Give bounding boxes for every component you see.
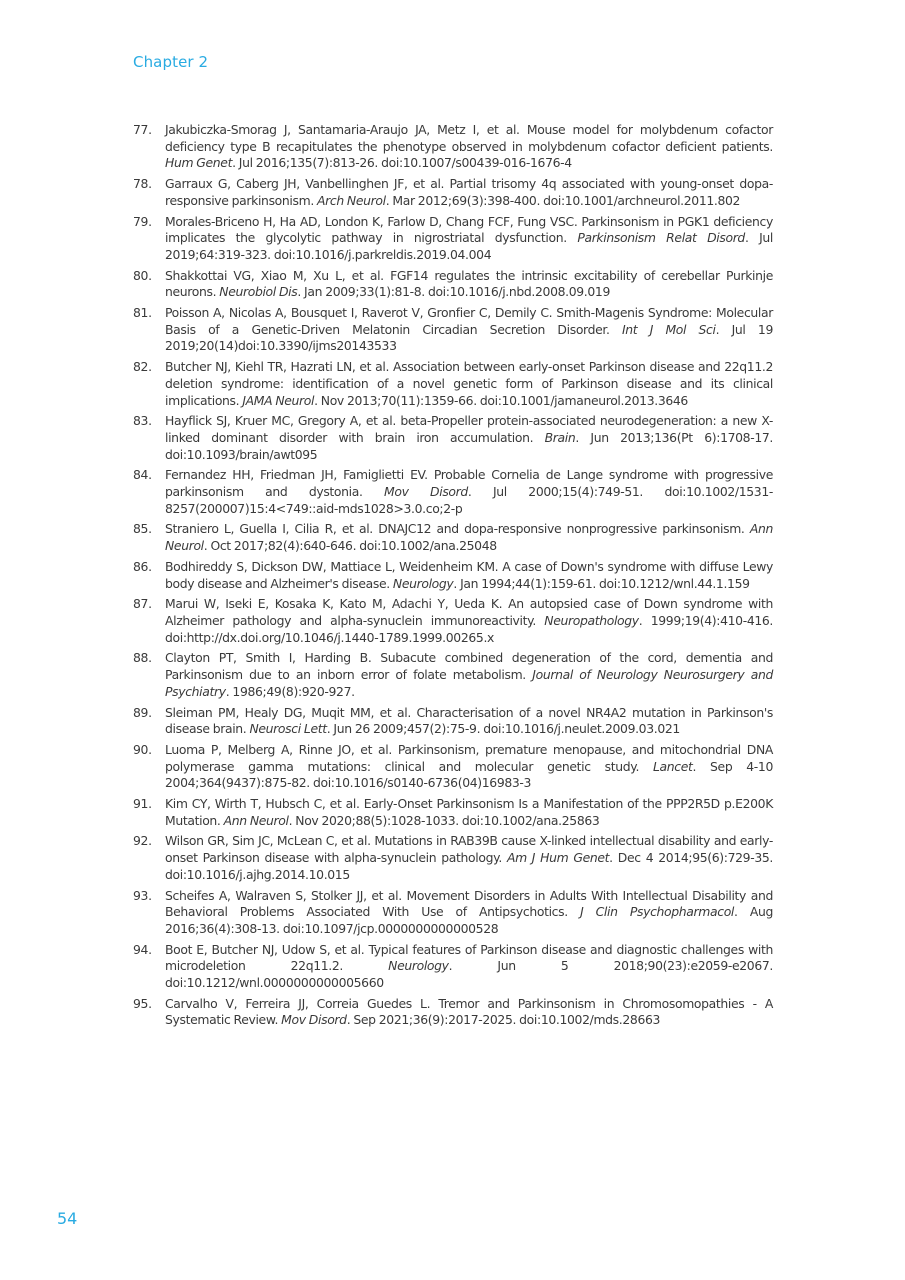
reference-citation: . Sep 4-10 2004;364(9437):875-82. doi:10.1016/s0140-6736(04)16983-3 — [165, 758, 773, 791]
reference-item — [133, 888, 773, 938]
reference-authors-title: Boot E, Butcher NJ, Udow S, et al. Typical features of Parkinson disease and diagnostic challenges with microdeletion 22q11.2. — [165, 941, 773, 974]
reference-journal: Brain — [544, 429, 576, 445]
reference-item — [133, 559, 773, 592]
reference-item — [133, 176, 773, 209]
reference-item — [133, 214, 773, 264]
reference-citation: . Nov 2020;88(5):1028-1033. doi:10.1002/ana.25863 — [288, 812, 600, 828]
reference-number: 77. — [133, 122, 152, 137]
reference-text — [165, 467, 773, 517]
reference-authors-title: Poisson A, Nicolas A, Bousquet I, Raverot V, Gronfier C, Demily C. Smith-Magenis Syndrome: Molecular Basis of a Genetic-Driven Melatonin Circadian Secretion Disorder. — [165, 305, 773, 337]
reference-journal: Int J Mol Sci — [621, 321, 716, 337]
reference-number: 84. — [133, 467, 152, 483]
reference-citation: . Jun 26 2009;457(2):75-9. doi:10.1016/j.neulet.2009.03.021 — [326, 721, 680, 737]
reference-citation: . Jan 2009;33(1):81-8. doi:10.1016/j.nbd.2008.09.019 — [297, 284, 610, 300]
reference-number: 93. — [133, 887, 152, 903]
reference-citation: . 1999;19(4):410-416. doi:http://dx.doi.org/10.1046/j.1440-1789.1999.00265.x — [165, 612, 774, 645]
reference-item — [133, 705, 773, 738]
reference-authors-title: Shakkottai VG, Xiao M, Xu L, et al. FGF14 regulates the intrinsic excitability of cerebellar Purkinje neurons. — [165, 267, 773, 300]
reference-text — [165, 596, 773, 646]
reference-journal: Arch Neurol — [317, 192, 386, 208]
reference-text — [165, 176, 773, 209]
reference-citation: . Jul 2000;15(4):749-51. doi:10.1002/1531-8257(200007)15:4<749::aid-mds1028>3.0.co;2-p — [165, 484, 773, 516]
chapter-header: Chapter 2 — [133, 53, 209, 71]
reference-item — [133, 796, 773, 829]
reference-journal: Neurology — [392, 575, 454, 591]
reference-number: 80. — [133, 267, 152, 283]
reference-item — [133, 467, 773, 517]
reference-authors-title: Kim CY, Wirth T, Hubsch C, et al. Early-Onset Parkinsonism Is a Manifestation of the PPP2R5D p.E200K Mutation. — [165, 796, 773, 828]
reference-item — [133, 268, 773, 301]
reference-journal: Neurosci Lett — [249, 721, 327, 737]
reference-journal: J Clin Psychopharmacol — [580, 904, 735, 920]
reference-number: 78. — [133, 176, 152, 192]
reference-authors-title: Sleiman PM, Healy DG, Muqit MM, et al. Characterisation of a novel NR4A2 mutation in Parkinson's disease brain. — [165, 704, 773, 737]
reference-citation: . Aug 2016;36(4):308-13. doi:10.1097/jcp.0000000000000528 — [165, 904, 773, 936]
reference-item — [133, 413, 773, 463]
reference-authors-title: Clayton PT, Smith I, Harding B. Subacute combined degeneration of the cord, dementia and Parkinsonism due to an inborn error of folate metabolism. — [165, 650, 773, 683]
reference-citation: . Jun 5 2018;90(23):e2059-e2067. doi:10.1212/wnl.0000000000005660 — [165, 958, 773, 991]
reference-authors-title: Carvalho V, Ferreira JJ, Correia Guedes L. Tremor and Parkinsonism in Chromosomopathies - A Systematic Review. — [165, 995, 773, 1028]
reference-authors-title: Garraux G, Caberg JH, Vanbellinghen JF, et al. Partial trisomy 4q associated with young-onset dopa-responsive parkinsonism. — [165, 176, 773, 208]
reference-item — [133, 942, 773, 992]
reference-item — [133, 742, 773, 792]
reference-text — [165, 122, 773, 172]
reference-authors-title: Hayflick SJ, Kruer MC, Gregory A, et al. beta-Propeller protein-associated neurodegeneration: a new X-linked dominant disorder with brain iron accumulation. — [165, 413, 773, 445]
reference-number: 83. — [133, 413, 152, 429]
reference-journal: Am J Hum Genet — [506, 850, 610, 866]
reference-number: 88. — [133, 650, 152, 666]
reference-journal: JAMA Neurol — [242, 392, 315, 408]
reference-citation: . Sep 2021;36(9):2017-2025. doi:10.1002/mds.28663 — [346, 1012, 661, 1028]
reference-citation: . Dec 4 2014;95(6):729-35. doi:10.1016/j.ajhg.2014.10.015 — [165, 850, 773, 882]
reference-number: 95. — [133, 995, 152, 1011]
reference-list — [133, 122, 773, 1033]
reference-item — [133, 833, 773, 883]
reference-item — [133, 359, 773, 409]
reference-text — [165, 796, 773, 829]
page-number: 54 — [57, 1209, 78, 1228]
reference-text — [165, 833, 773, 883]
reference-authors-title: Fernandez HH, Friedman JH, Famiglietti EV. Probable Cornelia de Lange syndrome with progressive parkinsonism and dystonia. — [165, 467, 773, 500]
reference-text — [165, 888, 773, 938]
reference-journal: Hum Genet — [165, 155, 233, 171]
reference-authors-title: Luoma P, Melberg A, Rinne JO, et al. Parkinsonism, premature menopause, and mitochondrial DNA polymerase gamma mutations: clinical and molecular genetic study. — [165, 741, 773, 774]
reference-number: 94. — [133, 941, 152, 957]
reference-text — [165, 521, 773, 554]
reference-text — [165, 305, 773, 355]
reference-text — [165, 559, 773, 592]
reference-text — [165, 742, 773, 792]
reference-journal: Ann Neurol — [165, 521, 773, 554]
reference-authors-title: Morales-Briceno H, Ha AD, London K, Farlow D, Chang FCF, Fung VSC. Parkinsonism in PGK1 deficiency implicates the glycolytic pathway in nigrostriatal dysfunction. — [165, 213, 773, 246]
reference-authors-title: Wilson GR, Sim JC, McLean C, et al. Mutations in RAB39B cause X-linked intellectual disability and early-onset Parkinson disease with alpha-synuclein pathology. — [165, 833, 773, 866]
reference-citation: . Oct 2017;82(4):640-646. doi:10.1002/ana.25048 — [203, 538, 497, 554]
reference-number: 89. — [133, 704, 152, 720]
reference-text — [165, 942, 773, 992]
reference-authors-title: Marui W, Iseki E, Kosaka K, Kato M, Adachi Y, Ueda K. An autopsied case of Down syndrome with Alzheimer pathology and alpha-synuclein immunoreactivity. — [165, 596, 773, 628]
reference-citation: . 1986;49(8):920-927. — [225, 683, 355, 699]
reference-journal: Ann Neurol — [223, 812, 289, 828]
reference-journal: Mov Disord — [281, 1012, 347, 1028]
reference-number: 92. — [133, 833, 152, 849]
reference-number: 86. — [133, 558, 152, 574]
reference-number: 79. — [133, 213, 152, 229]
reference-journal: Parkinsonism Relat Disord — [577, 230, 745, 246]
reference-journal: Neuropathology — [544, 612, 639, 628]
reference-text — [165, 650, 773, 700]
reference-item — [133, 596, 773, 646]
reference-journal: Neurology — [388, 958, 449, 974]
reference-authors-title: Butcher NJ, Kiehl TR, Hazrati LN, et al. Association between early-onset Parkinson disease and 22q11.2 deletion syndrome: identification of a novel genetic form of Parkinson disease and its clinical implications. — [165, 359, 773, 408]
reference-citation: . Jun 2013;136(Pt 6):1708-17. doi:10.1093/brain/awt095 — [165, 429, 773, 462]
reference-journal: Lancet — [652, 758, 693, 774]
reference-citation: . Jul 19 2019;20(14)doi:10.3390/ijms20143533 — [165, 321, 774, 354]
reference-item — [133, 996, 773, 1029]
reference-authors-title: Scheifes A, Walraven S, Stolker JJ, et al. Movement Disorders in Adults With Intellectual Disability and Behavioral Problems Associated With Use of Antipsychotics. — [165, 887, 773, 920]
reference-item — [133, 650, 773, 700]
reference-item — [133, 122, 773, 172]
reference-authors-title: Straniero L, Guella I, Cilia R, et al. DNAJC12 and dopa-responsive nonprogressive parkinsonism. — [165, 521, 750, 537]
reference-text — [165, 996, 773, 1029]
reference-journal: Neurobiol Dis — [219, 284, 298, 300]
reference-citation: . Nov 2013;70(11):1359-66. doi:10.1001/jamaneurol.2013.3646 — [314, 392, 688, 408]
reference-text — [165, 705, 773, 738]
reference-text — [165, 413, 773, 463]
reference-number: 91. — [133, 796, 152, 812]
reference-number: 90. — [133, 741, 152, 757]
reference-authors-title: Jakubiczka-Smorag J, Santamaria-Araujo JA, Metz I, et al. Mouse model for molybdenum cofactor deficiency type B recapitulates the phenotype observed in molybdenum cofactor deficient patients. — [165, 122, 773, 154]
reference-citation: . Mar 2012;69(3):398-400. doi:10.1001/archneurol.2011.802 — [385, 192, 741, 208]
reference-number: 81. — [133, 305, 152, 321]
reference-number: 85. — [133, 521, 152, 537]
reference-number: 87. — [133, 596, 152, 612]
reference-citation: . Jul 2016;135(7):813-26. doi:10.1007/s00439-016-1676-4 — [232, 155, 572, 171]
reference-journal: Mov Disord — [384, 484, 468, 500]
reference-item — [133, 521, 773, 554]
reference-citation: . Jul 2019;64:319-323. doi:10.1016/j.parkreldis.2019.04.004 — [165, 230, 773, 262]
reference-citation: . Jan 1994;44(1):159-61. doi:10.1212/wnl.44.1.159 — [453, 575, 750, 591]
reference-text — [165, 268, 773, 301]
reference-journal: Journal of Neurology Neurosurgery and Psychiatry — [165, 667, 773, 699]
reference-number: 82. — [133, 359, 152, 375]
reference-text — [165, 214, 773, 264]
reference-authors-title: Bodhireddy S, Dickson DW, Mattiace L, Weidenheim KM. A case of Down's syndrome with diffuse Lewy body disease and Alzheimer's disease. — [165, 558, 773, 591]
reference-text — [165, 359, 773, 409]
reference-item — [133, 305, 773, 355]
